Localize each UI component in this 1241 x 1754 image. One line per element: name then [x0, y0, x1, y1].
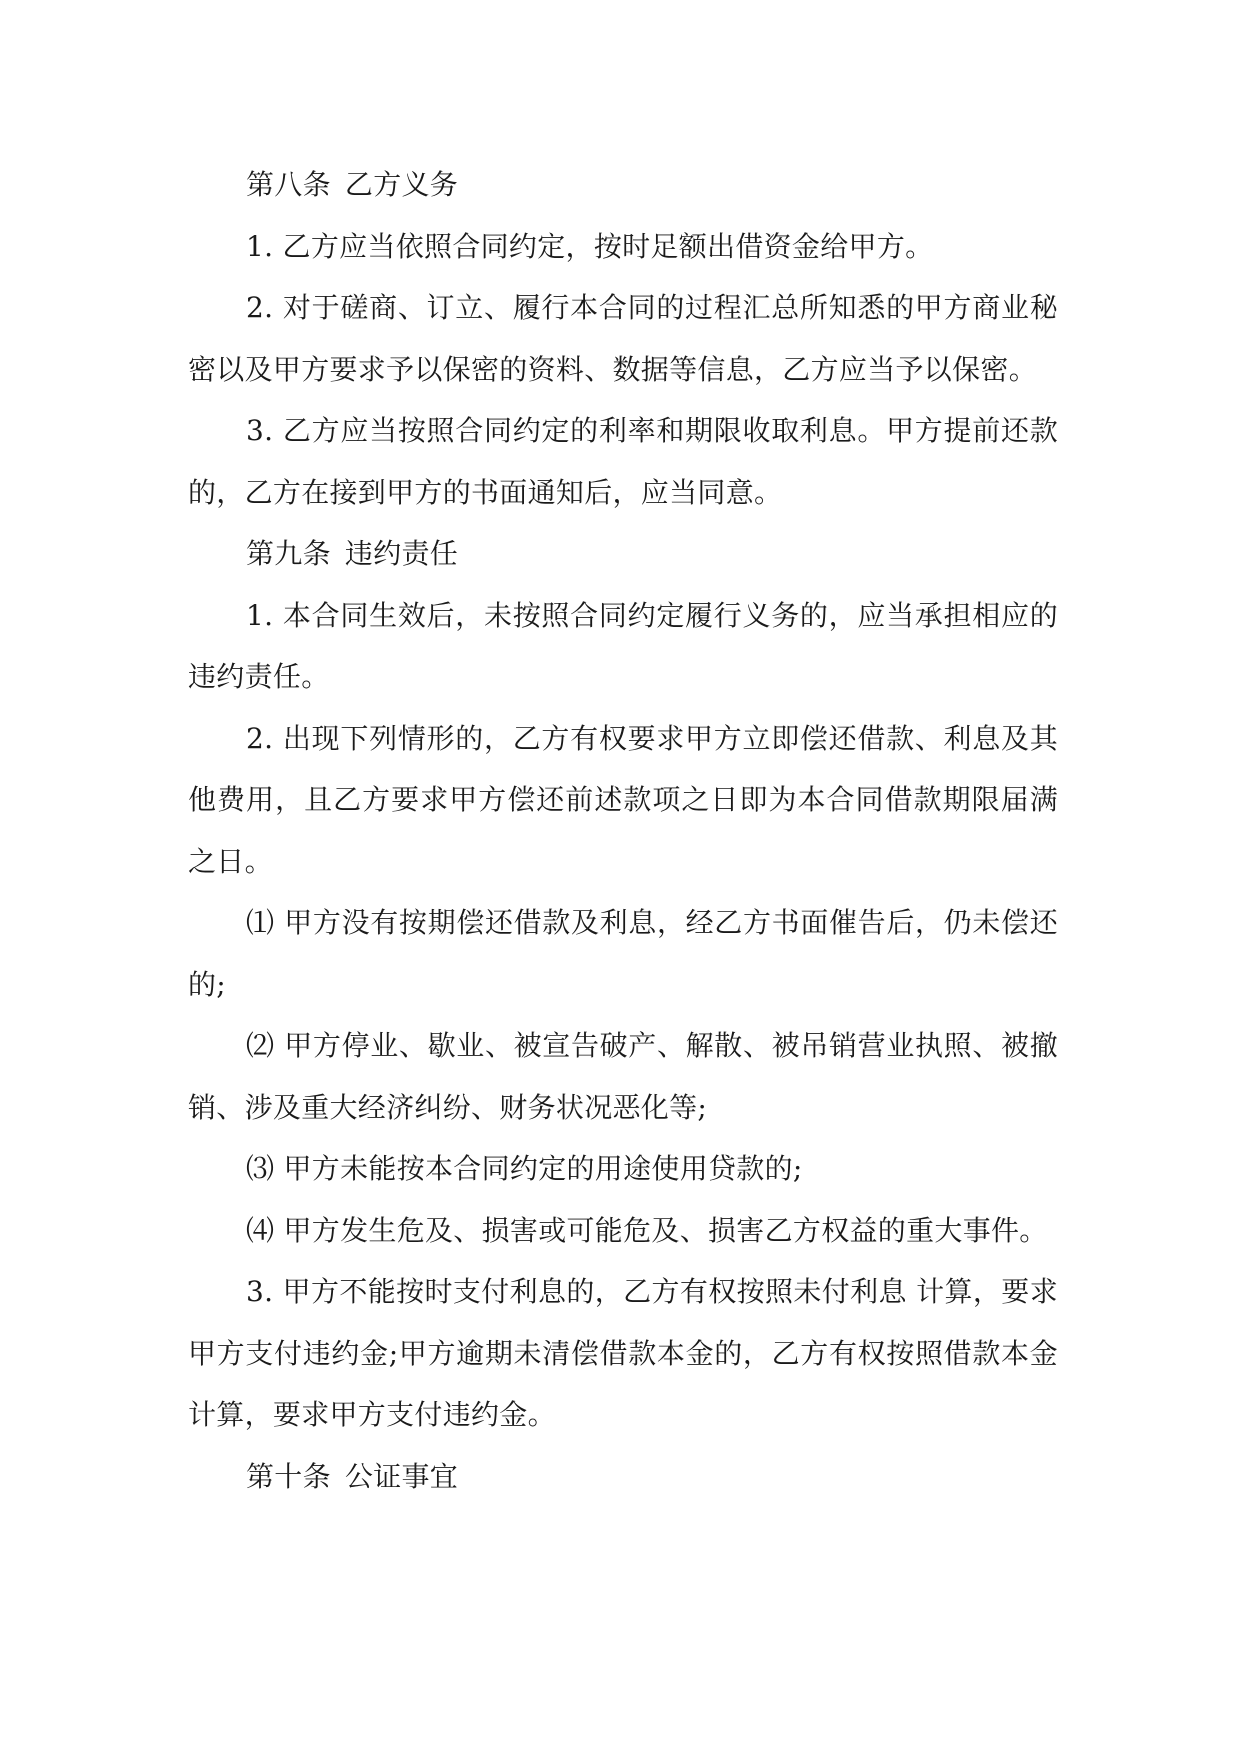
paragraph: 2. 对于磋商、订立、履行本合同的过程汇总所知悉的甲方商业秘密以及甲方要求予以保密的资料、数据等信息，乙方应当予以保密。 — [188, 291, 1058, 386]
article-8-heading — [188, 154, 1058, 216]
paragraph: 2. 出现下列情形的，乙方有权要求甲方立即偿还借款、利息及其他费用，且乙方要求甲方偿还前述款项之日即为本合同借款期限届满之日。 — [188, 721, 1058, 878]
list-item: ⑵ 甲方停业、歇业、被宣告破产、解散、被吊销营业执照、被撤销、涉及重大经济纠纷、财务状况恶化等; — [188, 1029, 1058, 1124]
list-item: ⑴ 甲方没有按期偿还借款及利息，经乙方书面催告后，仍未偿还的; — [188, 906, 1058, 1001]
article-number: 第十条 — [246, 1459, 331, 1493]
article-title: 公证事宜 — [344, 1459, 459, 1493]
article-number: 第八条 — [246, 168, 331, 201]
paragraph: 3. 乙方应当按照合同约定的利率和期限收取利息。甲方提前还款的，乙方在接到甲方的书面通知后，应当同意。 — [188, 414, 1058, 509]
article-title: 违约责任 — [344, 537, 459, 570]
paragraph: 1. 乙方应当依照合同约定，按时足额出借资金给甲方。 — [246, 229, 934, 263]
article-10-heading — [188, 1446, 1058, 1508]
paragraph: 3. 甲方不能按时支付利息的，乙方有权按照未付利息 计算，要求甲方支付违约金;甲方逾期未清偿借款本金的，乙方有权按照借款本金 计算，要求甲方支付违约金。 — [188, 1275, 1058, 1431]
article-title: 乙方义务 — [344, 168, 459, 201]
article-number: 第九条 — [246, 537, 331, 570]
article-9-heading — [188, 523, 1058, 585]
list-item: ⑶ 甲方未能按本合同约定的用途使用贷款的; — [246, 1152, 803, 1185]
document-body — [188, 154, 1058, 1507]
list-item: ⑷ 甲方发生危及、损害或可能危及、损害乙方权益的重大事件。 — [246, 1213, 1048, 1247]
paragraph: 1. 本合同生效后，未按照合同约定履行义务的，应当承担相应的违约责任。 — [188, 598, 1058, 693]
